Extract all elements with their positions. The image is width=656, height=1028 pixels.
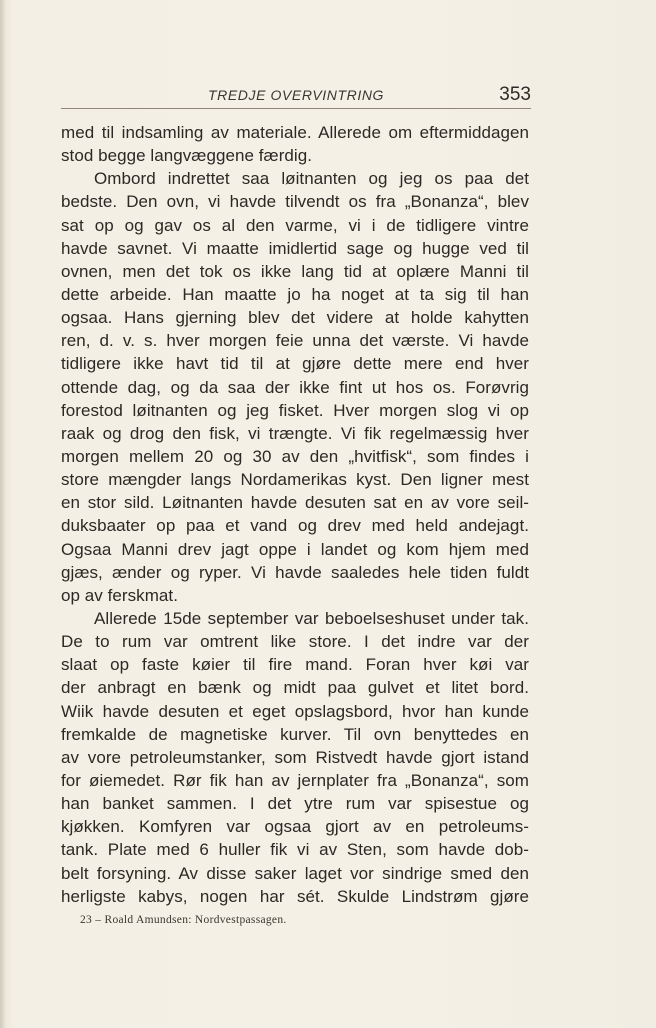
text-line: Ombord indrettet saa løitnanten og jeg os paa det — [94, 169, 529, 189]
text-line: raak og drog den fisk, vi trængte. Vi fik regelmæssig hver — [61, 423, 529, 443]
text-line: De to rum var omtrent like store. I det indre var der — [61, 632, 529, 652]
text-line: morgen mellem 20 og 30 av den „hvitfisk“, som findes i — [61, 446, 529, 466]
text-line: fremkalde de magnetiske kurver. Til ovn benyttedes en — [61, 724, 529, 744]
text-line: op av ferskmat. — [61, 585, 178, 605]
text-line: tidligere ikke havt tid til at gjøre dette mere end hver — [61, 354, 529, 374]
running-title: TREDJE OVERVINTRING — [207, 87, 385, 103]
text-line: slaat op faste køier til fire mand. Foran hver køi var — [61, 655, 529, 675]
text-line: ottende dag, og da saa der ikke fint ut hos os. Forøvrig — [61, 377, 529, 397]
text-line: Allerede 15de september var beboelseshuset under tak. — [94, 608, 529, 628]
text-line: havde savnet. Vi maatte imidlertid sage og hugge ved til — [61, 238, 529, 258]
text-line: ren, d. v. s. hver morgen feie unna det værste. Vi havde — [61, 331, 529, 351]
text-line: belt forsyning. Av disse saker laget vor sindrige smed den — [61, 863, 529, 883]
text-line: ogsaa. Hans gjerning blev det videre at holde kahytten — [61, 308, 529, 328]
text-line: dette arbeide. Han maatte jo ha noget at ta sig til han — [61, 284, 529, 304]
text-line: store mængder langs Nordamerikas kyst. Den ligner mest — [61, 470, 529, 490]
footer-signature: 23 – Roald Amundsen: Nordvestpassagen. — [80, 914, 287, 926]
text-line: duksbaater op paa et vand og drev med held andejagt. — [61, 516, 529, 536]
running-head — [61, 83, 531, 109]
text-line: en stor sild. Løitnanten havde desuten sat en av vore seil- — [61, 493, 529, 513]
text-line: ovnen, men det tok os ikke lang tid at oplære Manni til — [61, 261, 529, 281]
text-line: med til indsamling av materiale. Allerede om eftermiddagen — [61, 123, 529, 142]
text-line: bedste. Den ovn, vi havde tilvendt os fra „Bonanza“, blev — [61, 192, 529, 212]
text-line: sat op og gav os al den varme, vi i de tidligere vintre — [61, 215, 529, 235]
text-line: herligste kabys, nogen har sét. Skulde Lindstrøm gjøre — [61, 886, 529, 906]
text-line: av vore petroleumstanker, som Ristvedt havde gjort istand — [61, 747, 529, 767]
text-line: forestod løitnanten og jeg fisket. Hver morgen slog vi op — [61, 400, 529, 420]
text-line: tank. Plate med 6 huller fik vi av Sten, som havde dob- — [61, 840, 529, 860]
text-line: kjøkken. Komfyren var ogsaa gjort av en petroleums- — [61, 817, 529, 837]
text-line: Wiik havde desuten et eget opslagsbord, hvor han kunde — [61, 701, 529, 721]
text-line: han banket sammen. I det ytre rum var spisestue og — [61, 794, 529, 814]
text-line: der anbragt en bænk og midt paa gulvet et litet bord. — [61, 678, 529, 698]
text-line: stod begge langvæggene færdig. — [61, 146, 313, 166]
header-rule — [61, 108, 531, 109]
page-number: 353 — [499, 84, 531, 105]
page-binding-edge — [0, 0, 6, 1028]
text-line: gjæs, ænder og ryper. Vi havde saaledes hele tiden fuldt — [61, 562, 529, 582]
text-line: for øiemedet. Rør fik han av jernplater fra „Bonanza“, som — [61, 770, 529, 790]
text-line: Ogsaa Manni drev jagt oppe i landet og kom hjem med — [61, 539, 529, 559]
body-text — [61, 121, 529, 908]
